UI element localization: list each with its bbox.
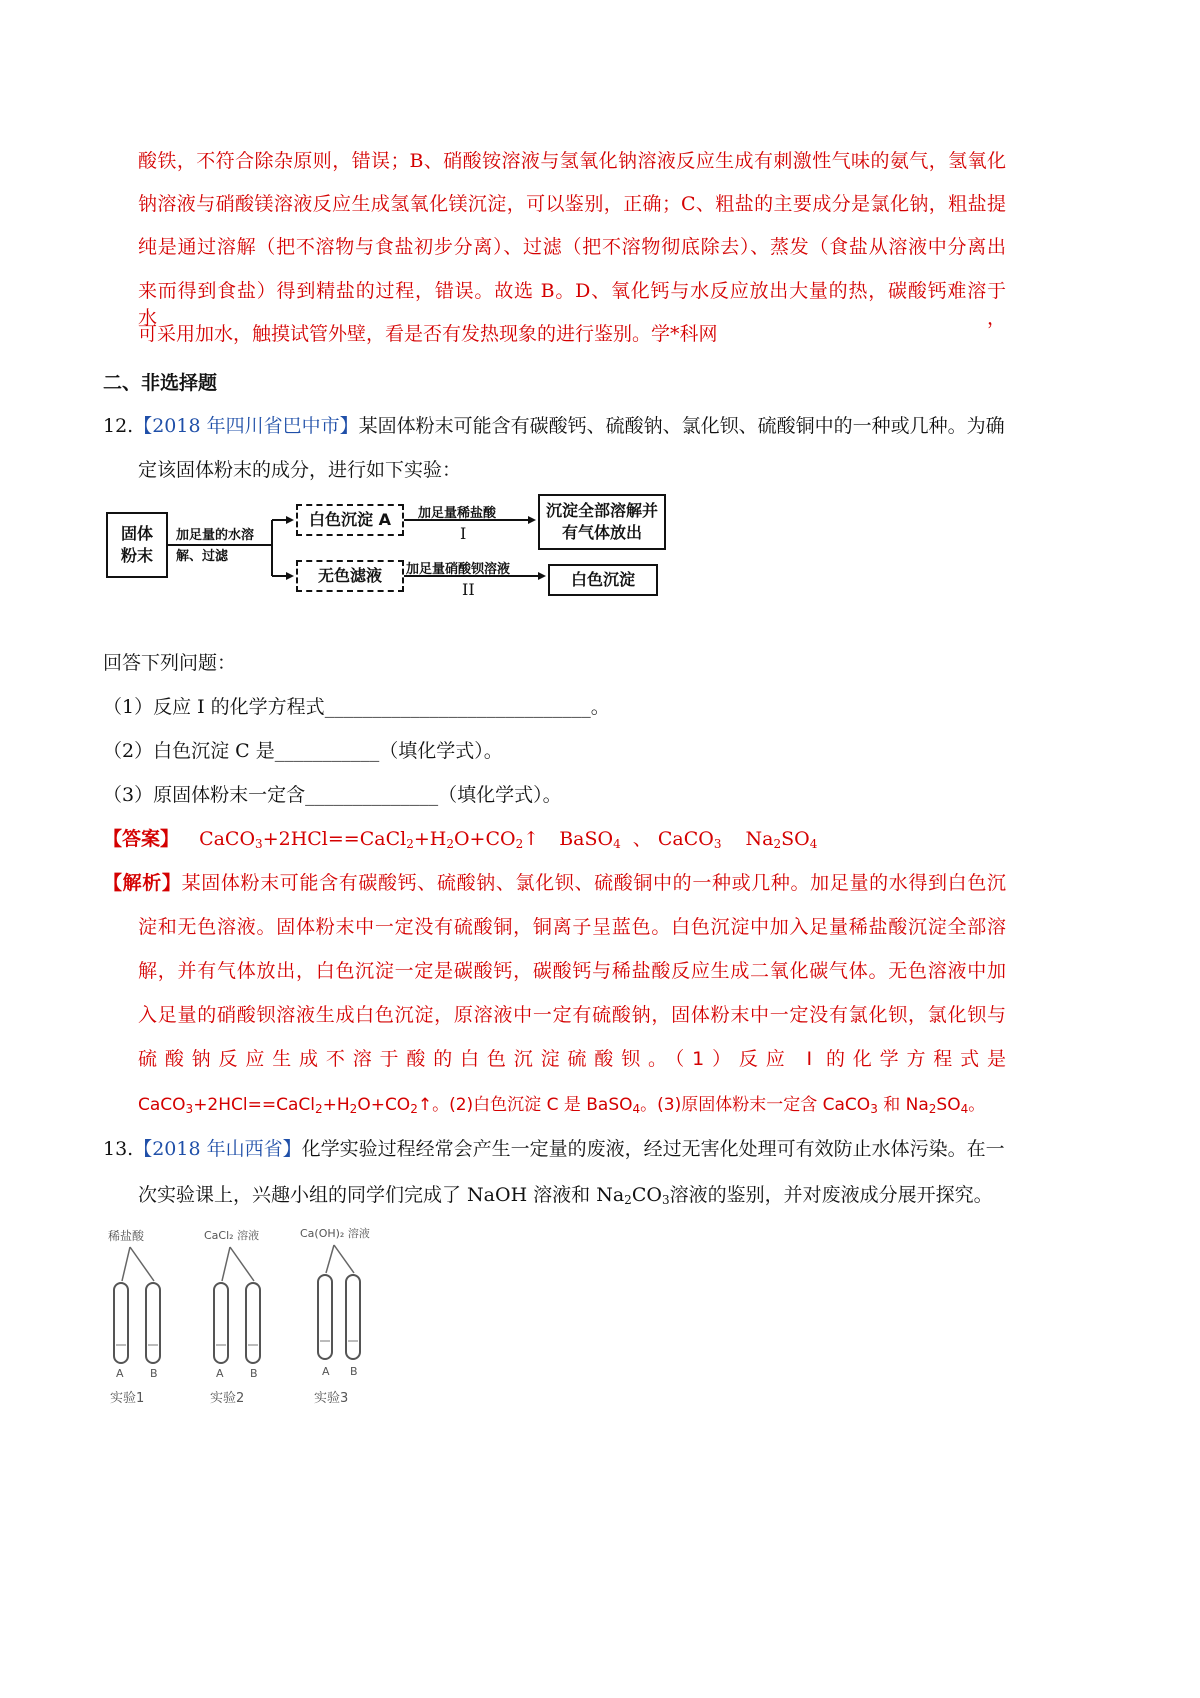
q13-stem-line2: 次实验课上，兴趣小组的同学们完成了 NaOH 溶液和 $Na_2CO_3$溶液的鉴别，并对废液成分展开探究。 [138, 1184, 993, 1207]
test-tubes-icon [200, 1245, 300, 1365]
answer-2: BaSO$_4$ [559, 828, 621, 851]
flow-precip-a-box: 白色沉淀 A [296, 504, 404, 536]
tube-label-a: A [322, 1365, 330, 1378]
flow-filtrate-box: 无色滤液 [296, 560, 404, 592]
reagent-label: 稀盐酸 [108, 1229, 145, 1243]
q12-stem-text: 某固体粉末可能含有碳酸钙、硫酸钠、氯化钡、硫酸铜中的一种或几种。为确 [358, 415, 1005, 437]
test-tubes-icon [300, 1243, 400, 1363]
q13-number: 13. [103, 1138, 134, 1160]
flow-ii-label: II [462, 580, 475, 599]
tube-label-b: B [150, 1367, 158, 1380]
answer-separator: 、 [632, 828, 652, 850]
flow-result-ii-box: 白色沉淀 [548, 564, 658, 596]
q12-stem-line2: 定该固体粉末的成分，进行如下实验： [138, 459, 462, 481]
q13-source: 【2018 年山西省】 [133, 1138, 302, 1160]
answer-label: 【答案】 [103, 828, 180, 850]
analysis-line: 硫酸钠反应生成不溶于酸的白色沉淀硫酸钡。（1）反应 I 的化学方程式是 [138, 1048, 1006, 1070]
q12-subq-3: （3）原固体粉末一定含______________（填化学式）。 [103, 784, 562, 806]
prev-analysis-line: 钠溶液与硝酸镁溶液反应生成氢氧化镁沉淀，可以鉴别，正确；C、粗盐的主要成分是氯化钠，粗盐提 [138, 193, 1006, 215]
q13-stem-text: 化学实验过程经常会产生一定量的废液，经过无害化处理可有效防止水体污染。在一 [301, 1138, 1005, 1160]
analysis-line-last: $CaCO_3+2HCl==CaCl_2+H_2O+CO_2↑$。(2)白色沉淀 C 是 BaSO$_4$。(3)原固体粉末一定含 CaCO$_3$ 和 $Na_2SO_4$。 [138, 1095, 986, 1116]
flow-step-i-label: 加足量稀盐酸 [418, 506, 497, 521]
experiment-caption: 实验2 [210, 1391, 245, 1406]
experiment-caption: 实验1 [110, 1391, 145, 1406]
flow-diagram [100, 490, 680, 610]
prev-analysis-line: 纯是通过溶解（把不溶物与食盐初步分离）、过滤（把不溶物彻底除去）、蒸发（食盐从溶液中分离出 [138, 236, 1006, 258]
experiment-1 [100, 1225, 200, 1410]
experiment-caption: 实验3 [314, 1391, 349, 1406]
experiment-2 [200, 1225, 300, 1410]
flow-i-label: I [460, 524, 467, 543]
q12-prompt: 回答下列问题： [103, 652, 237, 674]
answer-4: $Na_2SO_4$ [745, 828, 818, 851]
tube-label-b: B [350, 1365, 358, 1378]
tube-label-b: B [250, 1367, 258, 1380]
q13-stem [103, 1134, 1005, 1161]
flow-step-ii-label: 加足量硝酸钡溶液 [406, 562, 511, 577]
tube-label-a: A [216, 1367, 224, 1380]
flow-start-box: 固体粉末 [106, 512, 168, 578]
prev-analysis-line: 酸铁，不符合除杂原则，错误；B、硝酸铵溶液与氢氧化钠溶液反应生成有刺激性气味的氨气，氢氧化 [138, 150, 1006, 172]
q12-subq-2: （2）白色沉淀 C 是___________（填化学式）。 [103, 740, 503, 762]
answer-3: CaCO$_3$ [657, 828, 722, 851]
prev-analysis-line: 可采用加水，触摸试管外壁，看是否有发热现象的进行鉴别。学*科网 [138, 323, 718, 345]
q12-subq-1: （1）反应 I 的化学方程式____________________________。 [103, 696, 610, 718]
analysis-line: 淀和无色溶液。固体粉末中一定没有硫酸铜，铜离子呈蓝色。白色沉淀中加入足量稀盐酸沉淀全部溶 [138, 916, 1006, 938]
experiment-figure [100, 1225, 410, 1410]
reagent-label: Ca(OH)₂ 溶液 [300, 1227, 370, 1240]
test-tubes-icon [100, 1245, 200, 1365]
flow-result-i-box: 沉淀全部溶解并有气体放出 [538, 494, 666, 550]
analysis-line: 解，并有气体放出，白色沉淀一定是碳酸钙，碳酸钙与稀盐酸反应生成二氧化碳气体。无色溶液中加 [138, 960, 1006, 982]
analysis-line: 【解析】某固体粉末可能含有碳酸钙、硫酸钠、氯化钡、硫酸铜中的一种或几种。加足量的水得到白色沉 [103, 872, 1006, 894]
answer-blank[interactable]: ___________ [274, 740, 380, 762]
flow-step1-label: 加足量的水溶解、过滤 [176, 528, 255, 564]
answer-equation: $CaCO_3+2HCl==CaCl_2+H_2O+CO_2↑$ [199, 828, 540, 851]
q12-source: 【2018 年四川省巴中市】 [133, 415, 359, 437]
q12-answer [103, 824, 817, 851]
experiment-3 [300, 1225, 410, 1410]
analysis-line: 入足量的硝酸钡溶液生成白色沉淀，原溶液中一定有硫酸钠，固体粉末中一定没有氯化钡，氯化钡与 [138, 1004, 1006, 1026]
reagent-label: CaCl₂ 溶液 [204, 1229, 260, 1242]
analysis-label: 【解析】 [103, 872, 182, 894]
q12-number: 12. [103, 415, 134, 437]
answer-blank[interactable]: ____________________________ [324, 696, 591, 718]
answer-blank[interactable]: ______________ [305, 784, 439, 806]
tube-label-a: A [116, 1367, 124, 1380]
prev-analysis-line: 来而得到食盐）得到精盐的过程，错误。故选 B。D、氧化钙与水反应放出大量的热，碳酸钙难溶于水， [138, 280, 1006, 329]
section-title: 二、非选择题 [103, 372, 218, 394]
q12-stem [103, 411, 1005, 438]
